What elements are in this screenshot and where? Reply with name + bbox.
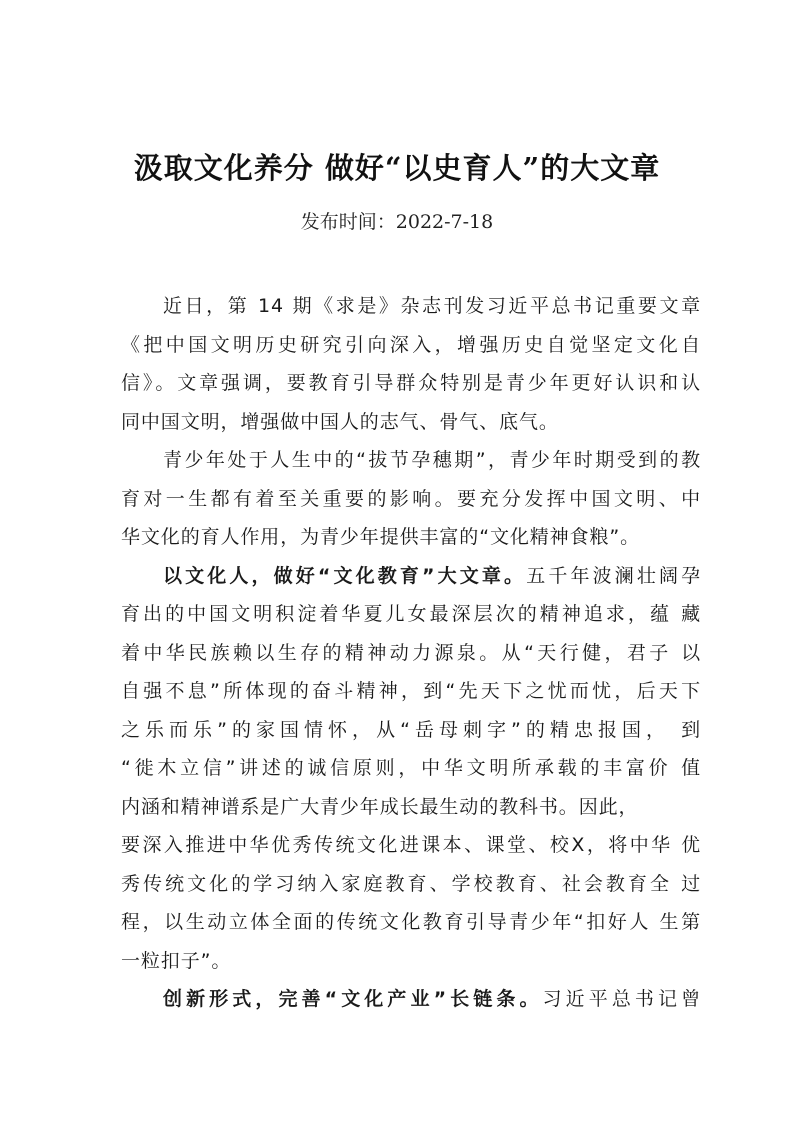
paragraph-1 [121, 287, 701, 441]
text-line: 青少年处于人生中的“拔节孕穗期”，青少年时期受到的教 [163, 449, 701, 471]
text-line: 要深入推进中华优秀传统文化进课本、课堂、校X，将中华 优 [121, 834, 701, 856]
text-line: 之乐而乐”的家国情怀，从“岳母刺字”的精忠报国， 到 [121, 718, 701, 741]
text-line [121, 980, 701, 1019]
text-line: 育出的中国文明积淀着华夏儿女最深层次的精神追求，蕴 藏 [121, 603, 701, 625]
text-line: 华文化的育人作用，为青少年提供丰富的“文化精神食粮”。 [121, 526, 640, 548]
line-rest: 五千年波澜壮阔孕 [526, 564, 701, 587]
article-title: 汲取文化养分 做好“以史育人”的大文章 [133, 151, 661, 185]
text-line: 自强不息”所体现的奋斗精神，到“先天下之忧而忧，后天下 [121, 680, 701, 702]
paragraph-4 [121, 980, 701, 1019]
text-line [121, 557, 701, 596]
text-line: 近日，第 14 期《求是》杂志刊发习近平总书记重要文章 [163, 295, 701, 317]
text-line: 《把中国文明历史研究引向深入，增强历史自觉坚定文化自 [121, 333, 701, 356]
section-heading: 创新形式，完善“文化产业”长链条。 [163, 988, 543, 1010]
paragraph-2 [121, 441, 701, 557]
line-rest: 习近平总书记曾 [542, 988, 701, 1010]
paragraph-3 [121, 557, 701, 981]
article-body [121, 287, 701, 1019]
text-line: 同中国文明，增强做中国人的志气、骨气、底气。 [121, 410, 559, 433]
text-line: 一粒扣子”。 [121, 949, 232, 972]
text-line: 秀传统文化的学习纳入家庭教育、学校教育、社会教育全 过 [121, 872, 701, 895]
text-line: 程，以生动立体全面的传统文化教育引导青少年“扣好人 生第 [121, 911, 701, 933]
text-line: 内涵和精神谱系是广大青少年成长最生动的教科书。因此， [121, 795, 639, 818]
text-line: 育对一生都有着至关重要的影响。要充分发挥中国文明、中 [121, 487, 701, 510]
text-line: “徙木立信”讲述的诚信原则，中华文明所承载的丰富价 值 [121, 757, 701, 779]
section-heading: 以文化人，做好“文化教育”大文章。 [163, 564, 527, 587]
text-line: 信》。文章强调，要教育引导群众特别是青少年更好认识和认 [121, 372, 701, 394]
publish-date: 发布时间：2022-7-18 [300, 211, 494, 233]
text-line: 着中华民族赖以生存的精神动力源泉。从“天行健，君子 以 [121, 641, 701, 664]
